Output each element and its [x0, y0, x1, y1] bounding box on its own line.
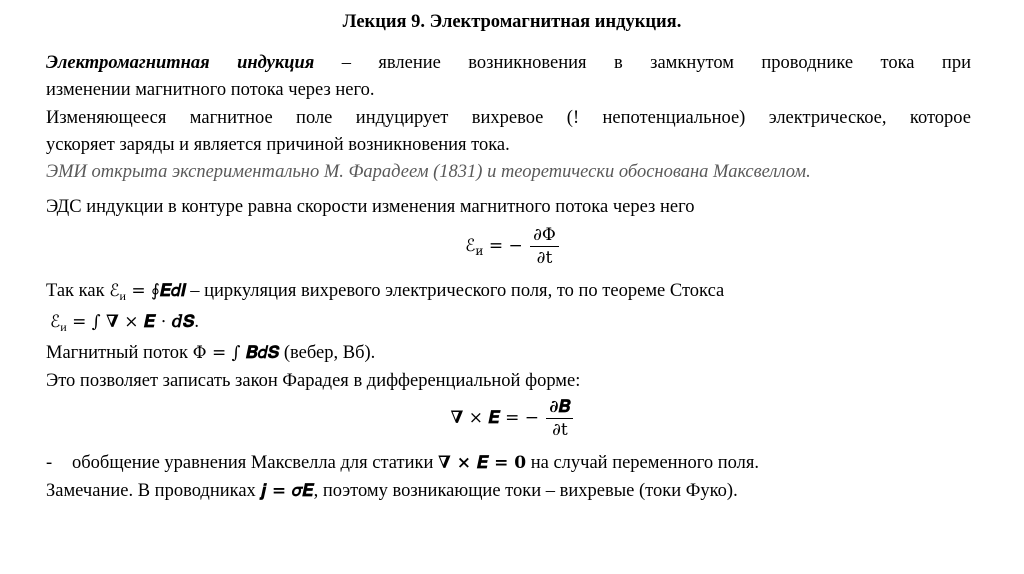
faraday-fraction-numerator: ∂𝑩 — [546, 397, 573, 419]
circulation-integral: = ∮ — [125, 281, 160, 301]
remark-prefix: Замечание. В проводниках — [46, 481, 261, 501]
definition-term: Электромагнитная индукция — [46, 53, 315, 73]
faraday-nabla: ∇ — [450, 408, 464, 428]
generalization-dash: - — [46, 453, 53, 473]
stokes-nabla: ∇ — [106, 312, 119, 332]
emf-subscript: и — [475, 244, 484, 258]
faraday-differential-formula — [0, 397, 1024, 440]
generalization-text-pre: обобщение уравнения Максвелла для статики — [72, 453, 438, 473]
slide-title: Лекция 9. Электромагнитная индукция. — [342, 12, 682, 32]
remark-line — [46, 479, 971, 503]
circulation-e-field: 𝑬 — [159, 281, 172, 301]
circulation-line — [46, 279, 971, 308]
faraday-cross: × — [463, 408, 489, 428]
emf-symbol: ℰ — [465, 236, 476, 256]
stokes-period: . — [194, 312, 199, 332]
remark-text: , поэтому возникающие токи – вихревые (токи Фуко). — [313, 481, 738, 501]
faraday-fraction — [546, 397, 573, 440]
remark-ohm-law: 𝒋 = 𝜎𝑬 — [260, 481, 314, 501]
circulation-prefix: Так как — [46, 281, 110, 301]
faraday-equals-minus: = − — [499, 408, 539, 428]
stokes-subscript: и — [60, 320, 67, 334]
stokes-cross: × — [118, 312, 144, 332]
paragraph-induction-line-2: ускоряет заряды и является причиной возникновения тока. — [46, 135, 510, 155]
definition-text: – явление возникновения в замкнутом проводнике тока при — [314, 53, 971, 73]
stokes-emf: ℰ — [50, 312, 61, 332]
circulation-dl: 𝑑𝒍 — [171, 281, 186, 301]
history-note: ЭМИ открыта экспериментально М. Фарадеем (1831) и теоретически обоснована Максвеллом. — [46, 162, 811, 182]
stokes-ds: 𝑑𝑺 — [171, 312, 195, 332]
emf-fraction-denominator: ∂t — [536, 248, 553, 268]
flux-ds: 𝑑𝑺 — [257, 343, 280, 363]
flux-prefix: Магнитный поток — [46, 343, 193, 363]
flux-text: (вебер, Вб). — [279, 343, 376, 363]
faraday-intro: Это позволяет записать закон Фарадея в дифференциальной форме: — [46, 371, 581, 391]
stokes-e-field: 𝑬 — [143, 312, 156, 332]
circulation-text: – циркуляция вихревого электрического поля, то по теореме Стокса — [185, 281, 725, 301]
emf-intro: ЭДС индукции в контуре равна скорости изменения магнитного потока через него — [46, 197, 695, 217]
faraday-e-field: 𝑬 — [488, 408, 500, 428]
stokes-formula — [50, 310, 975, 339]
faraday-fraction-denominator: ∂t — [552, 420, 568, 440]
paragraph-induction-line-1: Изменяющееся магнитное поле индуцирует вихревое (! непотенциальное) электрическое, которое — [46, 108, 971, 128]
generalization-text-post: на случай переменного поля. — [526, 453, 760, 473]
generalization-line — [46, 451, 971, 475]
circulation-emf: ℰ — [109, 281, 120, 301]
flux-line — [46, 341, 971, 365]
definition-line-1 — [46, 51, 971, 75]
stokes-integral: = ∫ — [66, 312, 107, 332]
emf-fraction-numerator: ∂Φ — [530, 225, 559, 247]
definition-line-2: изменении магнитного потока через него. — [46, 80, 375, 100]
emf-fraction — [530, 225, 559, 268]
circulation-subscript: и — [119, 289, 126, 303]
flux-b-field: 𝑩 — [245, 343, 258, 363]
emf-formula — [0, 225, 1024, 268]
emf-equals-minus: = − — [483, 236, 523, 256]
flux-integral: Φ = ∫ — [192, 343, 246, 363]
stokes-dot: ⋅ — [155, 312, 172, 332]
generalization-static-equation: ∇ × 𝑬 = 𝟎 — [437, 453, 527, 473]
